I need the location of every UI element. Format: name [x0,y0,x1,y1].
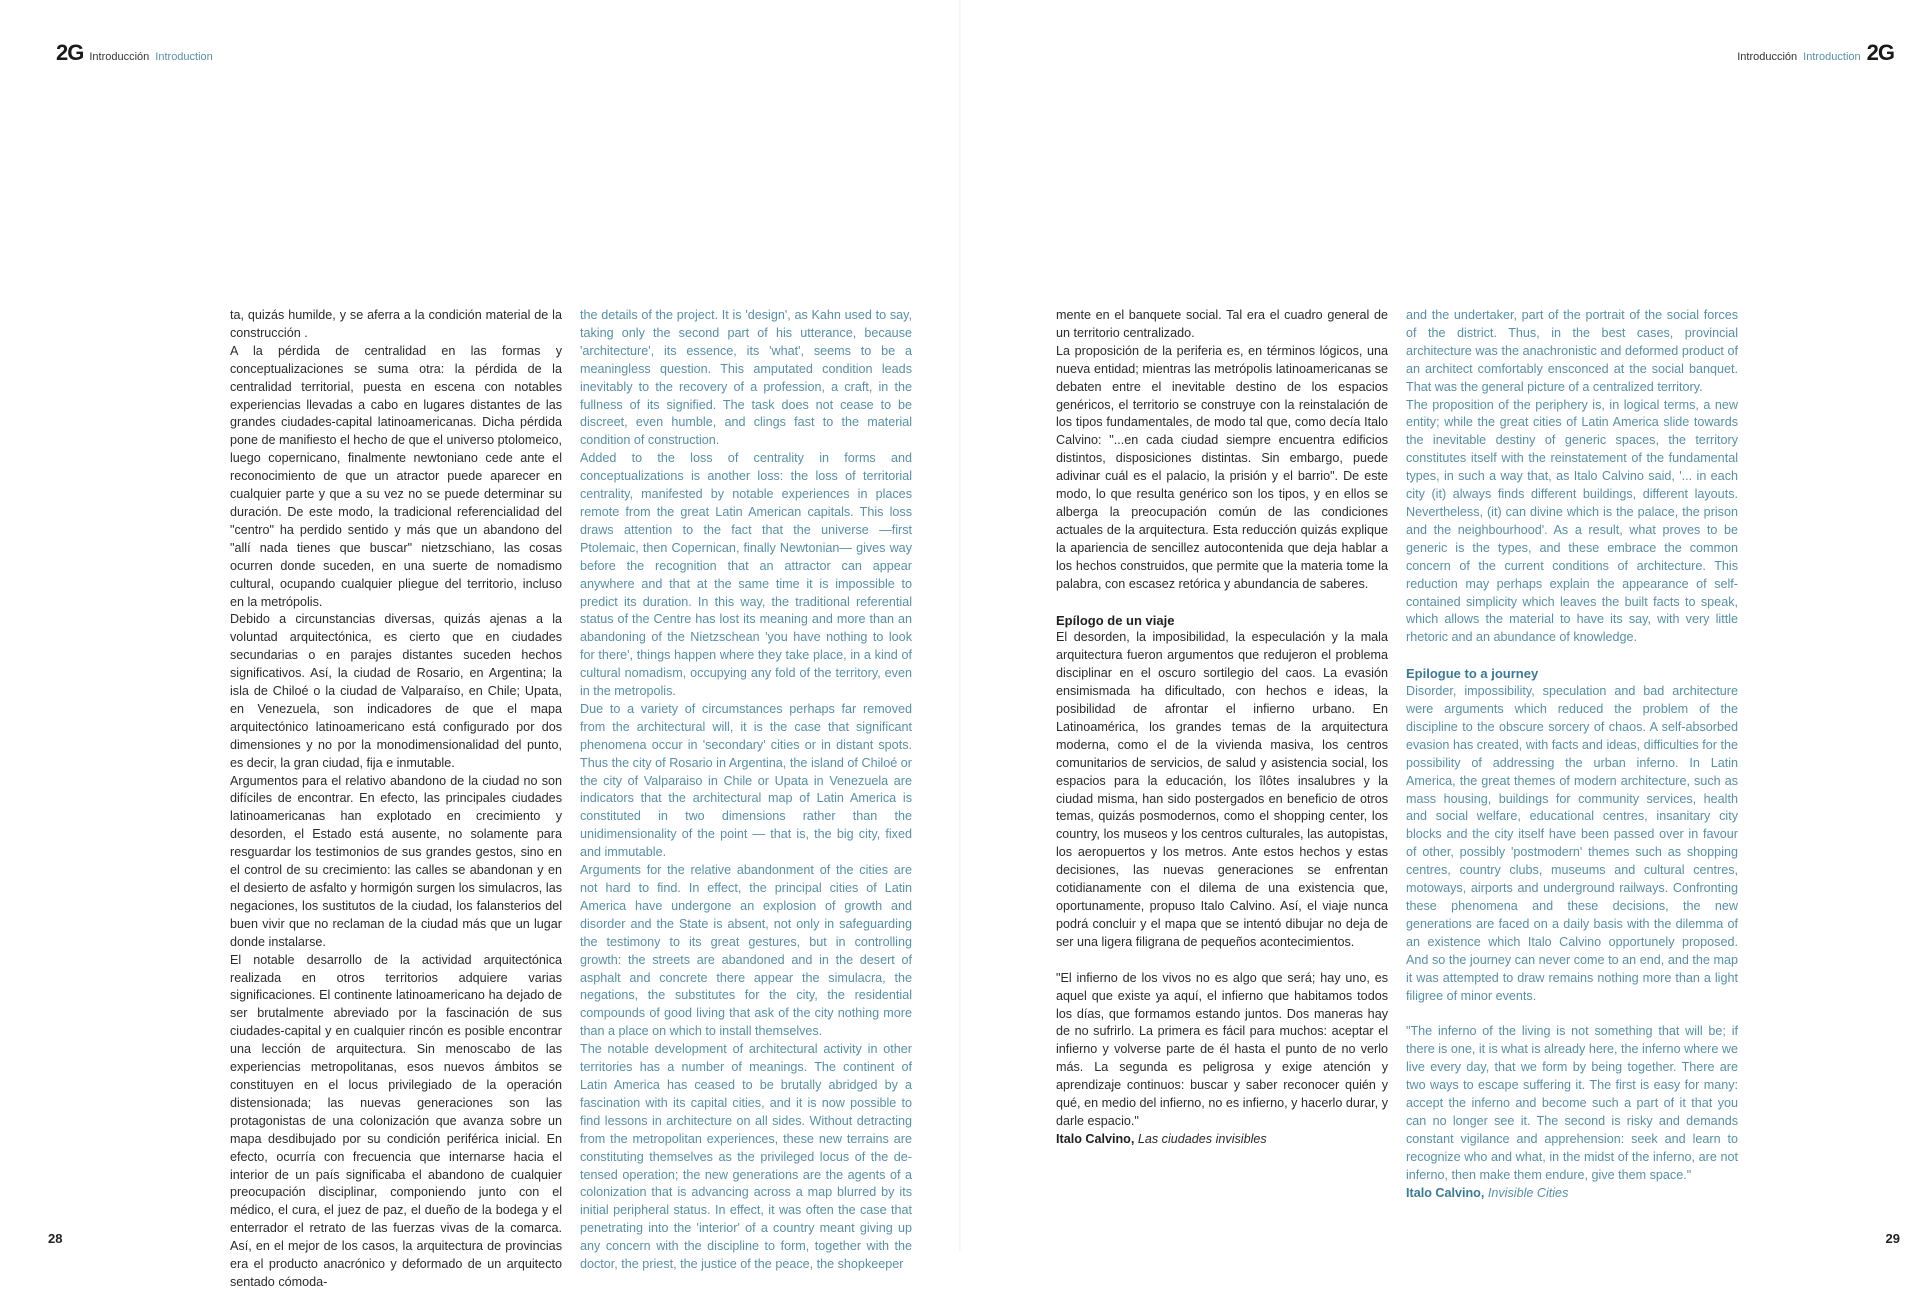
paragraph: Added to the loss of centrality in forms and conceptualizations is another loss: the loss of territorial centrality, manifested by notable experiences in places remote from the great Latin American capitals. This loss draws attention to the fact that the universe —first Ptolemaic, then Copernican, finally Newtonian— gives way before the recognition that an attractor can appear anywhere and that at the same time it is impossible to predict its duration. In this way, the traditional referential status of the Centre has lost its meaning and more than an abandoning of the Nietzschean 'you have nothing to look for there', things happen where they take place, in a kind of cultural nomadism, occupying any fold of the territory, even in the metropolis. [580,451,912,699]
paragraph: The notable development of architectural activity in other territories has a number of meanings. The continent of Latin America has ceased to be brutally abridged by a fascination with its capital cities, and it is now possible to find lessons in architecture on all sides. Without detracting from the metropolitan experiences, these new terrains are constituting themselves as the privileged locus of the de-tensed operation; the new generations are the agents of a colonization that is advancing across a map blurred by its initial peripheral status. In effect, it was often the case that penetrating into the 'interior' of a country meant giving up any concern with the discipline to form, together with the doctor, the priest, the justice of the peace, the shopkeeper [580,1042,912,1272]
paragraph: Disorder, impossibility, speculation and bad architecture were arguments which reduced the problem of the discipline to the obscure sorcery of chaos. A self-absorbed evasion has created, with facts and ideas, difficulties for the possibility of addressing the urban inferno. In Latin America, the great themes of modern architecture, such as mass housing, buildings for community services, health and social welfare, educational centres, insanitary city blocks and the city itself have been passed over in favour of other, possibly 'postmodern' themes such as shopping centres, country clubs, museums and cultural centres, motoways, airports and underground railways. Confronting these phenomena and these decisions, the new generations are faced on a daily basis with the dilemma of an existence which Italo Calvino opportunely proposed. And so the journey can never come to an end, and the map it was attempted to draw remains nothing more than a light filigree of minor events. [1406,684,1738,1003]
quote-work: Invisible Cities [1487,1185,1569,1200]
quote-author: Italo Calvino, [1406,1185,1485,1200]
paragraph: El notable desarrollo de la actividad arquitectónica realizada en otros territorios adquiere varias significaciones. El continente latinoamericano ha dejado de ser brutalmente abreviado por la fascinación de sus ciudades-capital y en cualquier rincón es posible encontrar una lección de arquitectura. Sin menoscabo de las experiencias metropolitanas, esos nuevos ámbitos se constituyen en el locus privilegiado de la operación distensionada; las nuevas generaciones son las protagonistas de una colonización que avanza sobre un mapa desdibujado por su condición periférica inicial. En efecto, ocurría con frecuencia que internarse hacia el interior de un país significaba el abandono de cualquier preocupación disciplinar, componiendo junto con el médico, el cura, el juez de paz, el dueño de la bodega y el enterrador el retrato de las fuerzas vivas de la comarca. Así, en el mejor de los casos, la arquitectura de provincias era el producto anacrónico y deformado de un arquitecto sentado cómoda- [230,952,562,1289]
paragraph: ta, quizás humilde, y se aferra a la condición material de la construcción . [230,308,562,340]
2g-logo: 2G [56,40,84,65]
section-heading: Epílogo de un viaje [1056,612,1175,628]
paragraph: El desorden, la imposibilidad, la especulación y la mala arquitectura fueron argumentos que redujeron el problema disciplinar en el oscuro sortilegio del caos. La evasión ensimismada ha dificultado, con hechos e ideas, la posibilidad de afrontar el infierno urbano. En Latinoamérica, los grandes temas de la arquitectura moderna, como el de la vivienda masiva, los centros comunitarios de servicios, de salud y asistencia social, los espacios para la educación, los îlôtes insalubres y la ciudad misma, han sido postergados en beneficio de otros temas, quizás posmodernos, como el shopping center, los country, los museos y los centros culturales, las autopistas, los aeropuertos y los metros. Ante estos hechos y estas decisiones, las nuevas generaciones se enfrentan cotidianamente con el dilema de una existencia que, oportunamente, propuso Italo Calvino. Así, el viaje nunca podrá concluir y el mapa que se intentó dibujar no deja de ser una ligera filigrana de pequeños acontecimientos. [1056,630,1388,949]
2g-logo: 2G [1866,40,1894,65]
header-title-es: Introducción [89,51,150,63]
quote: "El infierno de los vivos no es algo que será; hay uno, es aquel que existe ya aquí, el infierno que habitamos todos los días, que formamos estando juntos. Dos maneras hay de no sufrirlo. La primera es fácil para muchos: aceptar el infierno y volverse parte de él hasta el punto de no verlo más. La segunda es peligrosa y exige atención y aprendizaje continuos: buscar y saber reconocer quién y qué, en medio del infierno, no es infierno, y hacerlo durar, y darle espacio." [1056,970,1388,1128]
paragraph: La proposición de la periferia es, en términos lógicos, una nueva entidad; mientras las metrópolis latinoamericanas se debaten entre el inevitable destino de los espacios genéricos, el territorio se construye con la reinstalación de los tipos fundamentales, de modo tal que, como decía Italo Calvino: "...en cada ciudad siempre encuentra edificios distintos, disposiciones distintas. Sin embargo, puede adivinar cuál es el palacio, la prisión y el barrio". De este modo, lo que resulta genérico son los tipos, y en ellos se alberga la preocupación común de las condiciones actuales de la arquitectura. Esta reducción quizás explique la apariencia de sencillez autocontenida que deja hablar a los hechos construidos, que permite que la materia tome la palabra, con escasez retórica y abundancia de saberes. [1056,343,1388,591]
page-number-left: 28 [48,1231,63,1246]
quote-author: Italo Calvino, [1056,1131,1135,1146]
header-right [1737,40,1894,66]
paragraph: the details of the project. It is 'design', as Kahn used to say, taking only the second part of his utterance, because 'architecture', its essence, its 'what', seems to be a meaningless question. This amputated condition leads inevitably to the recovery of a profession, a craft, in the fullness of its signified. The task does not cease to be discreet, even humble, and clings fast to the material condition of construction. [580,308,912,448]
column-english-right [1406,307,1738,1203]
page-fold [959,0,961,1252]
quote-work: Las ciudades invisibles [1137,1131,1267,1146]
quote-attribution [1406,1185,1738,1203]
paragraph: Argumentos para el relativo abandono de la ciudad no son difíciles de encontrar. En efecto, las principales ciudades latinoamericanas han explotado en crecimiento y desorden, el Estado está ausente, no solamente para resguardar los testimonios de sus grandes gestos, sino en el control de su crecimiento: las calles se abandonan y en el desierto de asfalto y hormigón surgen los simulacros, las negaciones, los sustitutos de la ciudad, los falansterios del buen vivir que no reclaman de la ciudad más que un lugar donde instalarse. [230,773,562,949]
quote-attribution [1056,1131,1388,1149]
paragraph: Arguments for the relative abandonment of the cities are not hard to find. In effect, the principal cities of Latin America have undergone an explosion of growth and disorder and the State is absent, not only in safeguarding the testimony to its great gestures, but in controlling growth: the streets are abandoned and in the desert of asphalt and concrete there appear the simulacra, the negations, the substitutes for the city, the residential compounds of good living that ask of the city nothing more than a place on which to install themselves. [580,863,912,1039]
header-title-en: Introduction [155,51,213,63]
quote: "The inferno of the living is not something that will be; if there is one, it is what is already here, the inferno where we live every day, that we form by being together. There are two ways to escape suffering it. The first is easy for many: accept the inferno and become such a part of it that you can no longer see it. The second is risky and demands constant vigilance and apprehension: seek and learn to recognize who and what, in the midst of the inferno, are not inferno, then make them endure, give them space." [1406,1024,1738,1182]
paragraph: Debido a circunstancias diversas, quizás ajenas a la voluntad arquitectónica, es cierto que en ciudades secundarias o en parajes distantes suceden hechos significativos. Así, la ciudad de Rosario, en Argentina; la isla de Chiloé o la ciudad de Valparaíso, en Chile; Upata, en Venezuela, son indicadores de que el mapa arquitectónico latinoamericano está configurado por dos dimensiones y no por la monodimensionalidad del punto, es decir, la gran ciudad, fija e inmutable. [230,612,562,770]
paragraph: The proposition of the periphery is, in logical terms, a new entity; while the great cities of Latin America slide towards the inevitable destiny of generic spaces, the territory constitutes itself with the reinstatement of the fundamental types, in such a way that, as Italo Calvino said, '... in each city (it) always finds different buildings, different layouts. Nevertheless, (it) can divine which is the palace, the prison and the neighbourhood'. As a result, what proves to be generic is the types, and these embrace the common concern of the current conditions of architecture. This reduction may perhaps explain the appearance of self-contained simplicity which leaves the built facts to speak, which allows the material to have its say, with very little rhetoric and an abundance of knowledge. [1406,397,1738,645]
header-title-es: Introducción [1737,51,1798,63]
column-spanish-right [1056,307,1388,1149]
column-spanish-left [230,307,562,1292]
header-title-en: Introduction [1803,51,1861,63]
page-number-right: 29 [1885,1231,1900,1246]
section-heading: Epilogue to a journey [1406,666,1539,682]
paragraph: mente en el banquete social. Tal era el cuadro general de un territorio centralizado. [1056,308,1388,340]
column-english-left [580,307,912,1274]
paragraph: and the undertaker, part of the portrait of the social forces of the district. Thus, in the best cases, provincial architecture was the anachronistic and deformed product of an architect comfortably ensconced at the social banquet. That was the general picture of a centralized territory. [1406,308,1738,394]
paragraph: Due to a variety of circumstances perhaps far removed from the architectural will, it is the case that significant phenomena occur in 'secondary' cities or in distant spots. Thus the city of Rosario in Argentina, the island of Chiloé or the city of Valparaiso in Chile or Upata in Venezuela are indicators that the architectural map of Latin America is constituted in two dimensions rather than the unidimensionality of the point — that is, the big city, fixed and immutable. [580,701,912,860]
header-left [56,40,213,66]
paragraph: A la pérdida de centralidad en las formas y conceptualizaciones se suma otra: la pérdida de la centralidad territorial, puesta en escena con notables experiencias llevadas a cabo en lugares distantes de las grandes ciudades-capital latinoamericanas. Dicha pérdida pone de manifiesto el hecho de que el universo ptolomeico, luego copernicano, finalmente newtoniano cede ante el reconocimiento de que un atractor puede aparecer en cualquier parte y que a su vez no se puede determinar su duración. De este modo, la tradicional referencialidad del "centro" ha perdido sentido y más que un abandono del "allí nada tienes que buscar" nietzschiano, las cosas ocurren donde suceden, en una suerte de nomadismo cultural, ocupando cualquier pliegue del territorio, incluso en la metrópolis. [230,343,562,609]
